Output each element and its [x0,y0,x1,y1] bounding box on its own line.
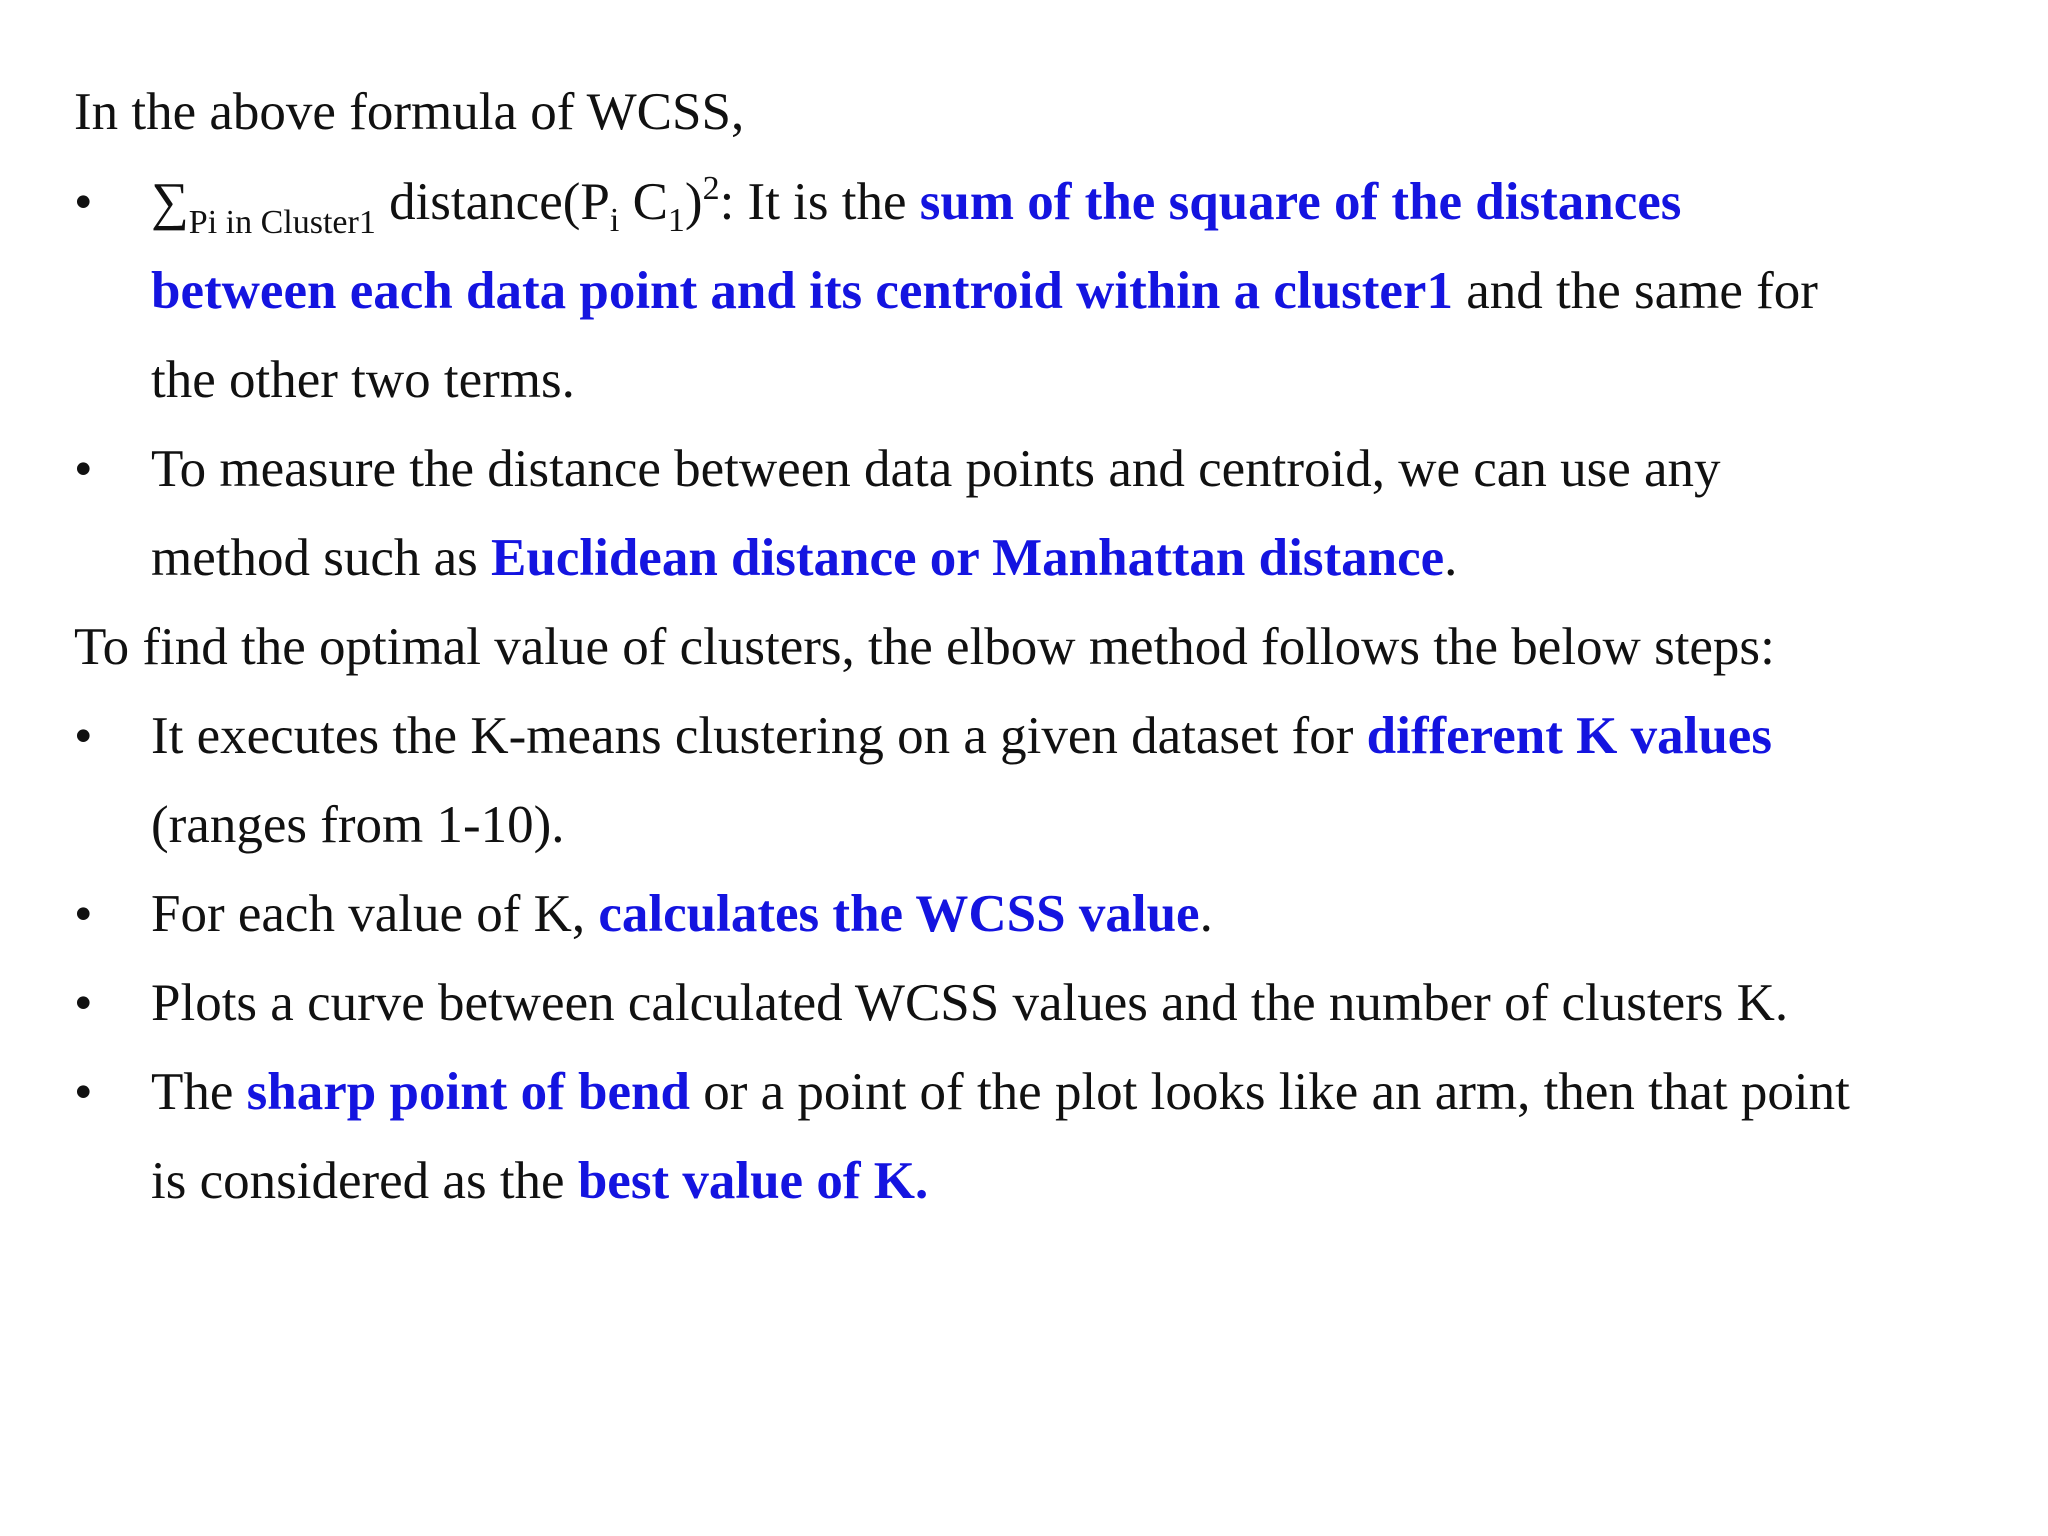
highlight-sum-of-squares: sum of the square of the distances [919,173,1682,231]
formula-sup-2: 2 [702,170,720,207]
summation-subscript: Pi in Cluster1 [188,204,376,241]
highlight-sharp-bend: sharp point of bend [246,1063,690,1121]
bullet-4-post: . [1199,885,1213,943]
highlight-best-k: best value of K. [577,1152,929,1210]
bullet-2-pre: method such as [151,529,492,587]
bullet-2-line-2 [151,526,1457,590]
bullet-6-post: or a point of the plot looks like an arm, then that point [689,1063,1850,1121]
bullet-6: • [74,1063,93,1121]
bullet-2-line-1: To measure the distance between data points and centroid, we can use any [151,440,1721,498]
bullet-2: • [74,440,93,498]
formula-rest: : It is the [719,173,920,231]
bullet-5: • [74,974,93,1032]
bullet-1: • [74,173,93,231]
bullet-6-line-2 [151,1149,928,1213]
bullet-5-line-1: Plots a curve between calculated WCSS values and the number of clusters K. [151,974,1789,1032]
bullet-6-line-2-pre: is considered as the [151,1152,578,1210]
highlight-centroid-distance: between each data point and its centroid within a cluster1 [151,262,1453,320]
bullet-6-pre: The [151,1063,247,1121]
bullet-1-line-1 [151,170,1681,241]
highlight-wcss-value: calculates the WCSS value [598,885,1200,943]
bullet-2-post: . [1444,529,1458,587]
bullet-3: • [74,707,93,765]
bullet-4-pre: For each value of K, [151,885,599,943]
summation-symbol: ∑ [151,173,189,231]
bullet-1-tail: and the same for [1452,262,1818,320]
formula-c: C [619,173,668,231]
bullet-1-line-3: the other two terms. [151,351,575,409]
bullet-3-line-1 [151,704,1772,768]
bullet-4: • [74,885,93,943]
intro-text: In the above formula of WCSS, [74,83,745,141]
bullet-3-line-2: (ranges from 1-10). [151,796,565,854]
highlight-distance-methods: Euclidean distance or Manhattan distance [491,529,1445,587]
bullet-6-line-1 [151,1060,1850,1124]
formula-sub-i: i [609,202,620,239]
formula-sub-1: 1 [667,202,685,239]
bullet-4-line-1 [151,882,1213,946]
steps-intro-text: To find the optimal value of clusters, the elbow method follows the below steps: [74,618,1775,676]
bullet-3-pre: It executes the K-means clustering on a given dataset for [151,707,1367,765]
bullet-1-line-2 [151,259,1818,323]
highlight-k-values: different K values [1366,707,1772,765]
formula-func: distance(P [389,173,610,231]
formula-close: ) [684,173,703,231]
